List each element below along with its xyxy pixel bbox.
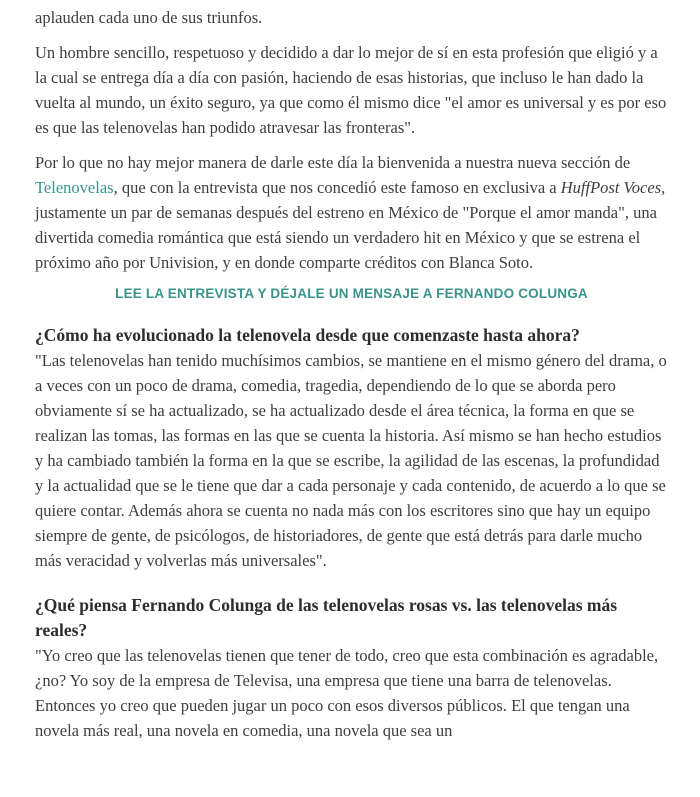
cta-read-interview-link[interactable]: LEE LA ENTREVISTA Y DÉJALE UN MENSAJE A FERNANDO COLUNGA — [115, 286, 588, 301]
paragraph-text-run: , que con la entrevista que nos concedió este famoso en exclusiva a — [113, 178, 561, 197]
paragraph-intro-tail: aplauden cada uno de sus triunfos. — [35, 8, 263, 27]
answer-paragraph-evolucion: "Las telenovelas han tenido muchísimos cambios, se mantiene en el mismo género del drama, o a veces con un poco de drama, comedia, tragedia, dependiendo de lo que se aborda pero obviamente sí se ha actualizado, se ha actualizado desde el área técnica, la forma en que se realizan las tomas, las formas en las que se cuenta la historia. Así mismo se han hecho estudios y ha cambiado también la forma en la que se escribe, la agilidad de las escenas, la profundidad y la actualidad que se le tiene que dar a cada personaje y cada contenido, de acuerdo a lo que se quiere contar. Además ahora se cuenta no nada más con los escritores sino que hay un equipo siempre de gente, de psicólogos, de historiadores, de gente que está detrás para darle mucho más veracidad y volverlas más universales". — [35, 351, 667, 570]
question-heading-evolucion: ¿Cómo ha evolucionado la telenovela desde que comenzaste hasta ahora? — [35, 325, 580, 345]
qa-block-rosas-vs-reales — [35, 593, 668, 743]
qa-block-evolucion — [35, 323, 668, 573]
paragraph-text-run: Por lo que no hay mejor manera de darle este día la bienvenida a nuestra nueva sección de — [35, 153, 631, 172]
answer-paragraph-rosas-vs-reales: "Yo creo que las telenovelas tienen que tener de todo, creo que esta combinación es agradable, ¿no? Yo soy de la empresa de Televisa, una empresa que tiene una barra de telenovelas. Entonces yo creo que pueden jugar un poco con esos diversos públicos. El que tengan una novela más real, una novela en comedia, una novela que sea un — [35, 646, 659, 740]
telenovelas-link[interactable]: Telenovelas — [35, 178, 114, 197]
question-heading-rosas-vs-reales: ¿Qué piensa Fernando Colunga de las telenovelas rosas vs. las telenovelas más reales? — [35, 595, 618, 640]
huffpost-voces-italic: HuffPost Voces — [560, 178, 662, 197]
paragraph-text-run: , justamente un par de semanas después del estreno en México de "Porque el amor manda", una divertida comedia romántica que está siendo un verdadero hit en México y que se estrena el próximo año por Univision, y en donde comparte créditos con Blanca Soto. — [35, 178, 666, 272]
paragraph-hombre-sencillo: Un hombre sencillo, respetuoso y decidido a dar lo mejor de sí en esta profesión que eligió y a la cual se entrega día a día con pasión, haciendo de esas historias, que incluso le han dado la vuelta al mundo, un éxito seguro, ya que como él mismo dice "el amor es universal y es por eso es que las telenovelas han podido atravesar las fronteras". — [35, 43, 667, 137]
paragraph-seccion-telenovelas — [35, 150, 668, 275]
